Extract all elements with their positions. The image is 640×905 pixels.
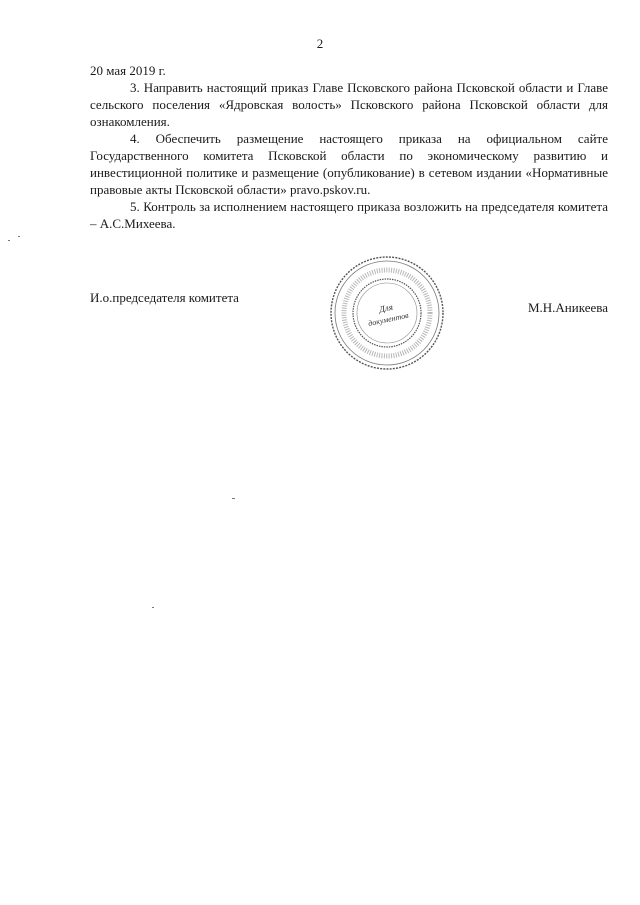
document-body	[90, 62, 608, 232]
svg-text:документов: документов	[367, 310, 410, 329]
paragraph-3: 3. Направить настоящий приказ Главе Псковского района Псковской области и Главе сельского поселения «Ядровская волость» Псковского района Псковской области для ознакомления.	[90, 80, 608, 129]
scan-artifact	[8, 240, 10, 241]
official-seal-stamp	[328, 254, 446, 372]
date-line: 20 мая 2019 г.	[90, 63, 166, 78]
scan-artifact	[232, 498, 235, 499]
svg-text:Для: Для	[378, 301, 394, 315]
page-number: 2	[316, 36, 324, 51]
paragraph-5: 5. Контроль за исполнением настоящего приказа возложить на председателя комитета – А.С.Михеева.	[90, 199, 608, 231]
signatory-title: И.о.председателя комитета	[90, 290, 239, 305]
scan-artifact	[18, 236, 20, 237]
signatory-name: М.Н.Аникеева	[527, 300, 608, 315]
paragraph-4: 4. Обеспечить размещение настоящего приказа на официальном сайте Государственного комитета Псковской области по экономическому развитию и инвестиционной политике и размещение (опубликование) в сетевом издании «Нормативные правовые акты Псковской области» pravo.pskov.ru.	[90, 131, 608, 197]
scan-artifact	[152, 607, 154, 608]
